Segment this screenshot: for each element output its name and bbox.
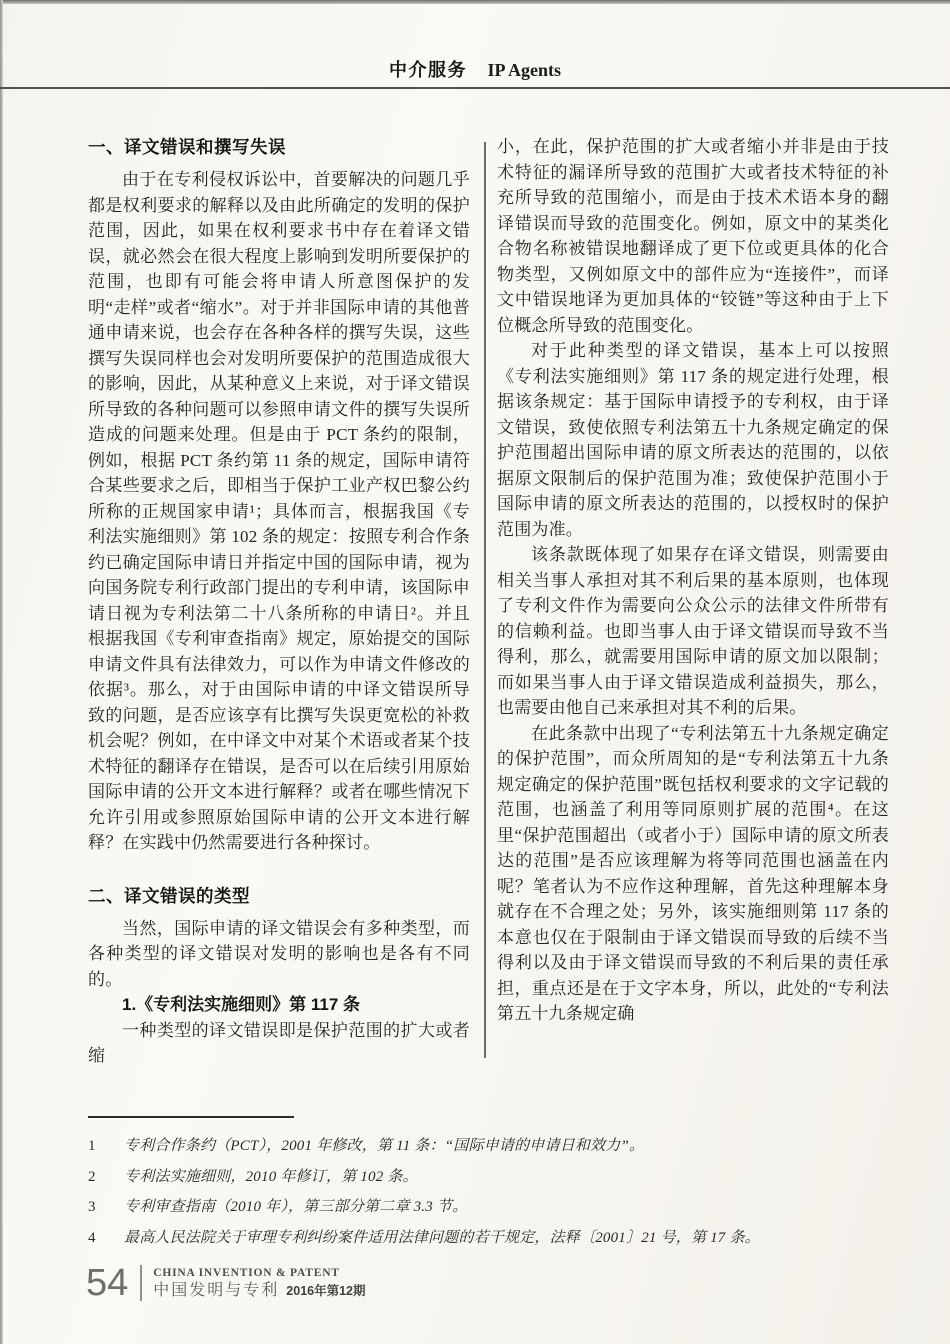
- right-column: [497, 134, 889, 1027]
- page-header: [0, 56, 950, 82]
- footnote-3: [88, 1192, 888, 1223]
- footnote-number: 3: [88, 1199, 96, 1215]
- scan-edge-left: [0, 0, 3, 1344]
- footnote-2: [88, 1162, 888, 1193]
- footnote-text: 专利审查指南（2010 年），第三部分第二章 3.3 节。: [124, 1199, 468, 1215]
- section-category-zh: 中介服务: [388, 60, 467, 80]
- footnote-block: [88, 1116, 888, 1253]
- footnote-number: 2: [88, 1168, 96, 1185]
- section-2-intro-paragraph: 当然，国际申请的译文错误会有多种类型，而各种类型的译文错误对发明的影响也是各有不同的。: [88, 918, 470, 989]
- footnote-1: [88, 1131, 888, 1162]
- subsection-1-paragraph: 一种类型的译文错误即是保护范围的扩大或者缩: [88, 1020, 470, 1065]
- footnote-number: 4: [88, 1229, 96, 1246]
- right-paragraph-2: 对于此种类型的译文错误，基本上可以按照《专利法实施细则》第 117 条的规定进行处理，根据该条规定：基于国际申请授予的专利权，由于译文错误，致使依照专利法第五十九条规定确定的保护范围超出国际申请的原文所表达的范围的，以依据原文限制后的保护范围为准；致使保护范围小于国际申请的原文所表达的范围的，以授权时的保护范围为准。: [497, 341, 889, 539]
- footnote-number: 1: [88, 1138, 96, 1154]
- page-number: 54: [86, 1262, 129, 1304]
- left-column: [88, 134, 470, 1069]
- footnote-divider: [88, 1116, 294, 1118]
- footnote-text: 专利法实施细则，2010 年修订，第 102 条。: [124, 1168, 418, 1185]
- header-rule: [0, 87, 950, 89]
- subsection-1-heading: 1.《专利法实施细则》第 117 条: [122, 995, 361, 1014]
- section-1-heading: 一、译文错误和撰写失误: [88, 137, 286, 157]
- right-paragraph-3: 该条款既体现了如果存在译文错误，则需要由相关当事人承担对其不利后果的基本原则，也体现了专利文件作为需要向公众公示的法律文件所带有的信赖利益。也即当事人由于译文错误而导致不当得利，那么，就需要用国际申请的原文加以限制；而如果当事人由于译文错误造成利益损失，那么，也需要由他自己来承担对其不利的后果。: [497, 545, 889, 717]
- right-paragraph-4: 在此条款中出现了“专利法第五十九条规定确定的保护范围”，而众所周知的是“专利法第五十九条规定确定的保护范围”既包括权利要求的文字记载的范围，也涵盖了利用等同原则扩展的范围⁴。在这里“保护范围超出（或者小于）国际申请的原文所表达的范围”是否应该理解为将等同范围也涵盖在内呢？笔者认为不应作这种理解，首先这种理解本身就存在不合理之处；另外，该实施细则第 117 条的本意也仅在于限制由于译文错误而导致的后续不当得利以及由于译文错误而导致的不利后果的责任承担，重点还是在于文字本身，所以，此处的“专利法第五十九条规定确: [497, 723, 889, 1023]
- footnote-text: 最高人民法院关于审理专利纠纷案件适用法律问题的若干规定，法释〔2001〕21 号，第 17 条。: [124, 1229, 760, 1246]
- journal-identity: [153, 1262, 365, 1304]
- footnote-text: 专利合作条约（PCT），2001 年修改，第 11 条：“国际申请的申请日和效力”。: [124, 1138, 645, 1154]
- section-category-en: IP Agents: [487, 60, 561, 80]
- journal-name-zh: 中国发明与专利: [153, 1281, 280, 1299]
- issue-label: 2016年第12期: [286, 1283, 366, 1298]
- right-paragraph-1: 小，在此，保护范围的扩大或者缩小并非是由于技术特征的漏译所导致的范围扩大或者技术特征的补充所导致的范围缩小，而是由于技术术语本身的翻译错误而导致的范围变化。例如，原文中的某类化合物名称被错误地翻译成了更下位或更具体的化合物类型，又例如原文中的部件应为“连接件”，而译文中错误地译为更加具体的“铰链”等这种由于上下位概念所导致的范围变化。: [497, 137, 889, 335]
- scan-edge-top: [0, 0, 950, 4]
- column-divider: [484, 142, 486, 1058]
- footer-divider: [140, 1265, 142, 1301]
- footnote-4: [88, 1223, 888, 1254]
- journal-name-en: CHINA INVENTION & PATENT: [153, 1266, 340, 1279]
- section-2-heading: 二、译文错误的类型: [88, 885, 250, 906]
- page-footer: [86, 1262, 366, 1304]
- section-1-paragraph: 由于在专利侵权诉讼中，首要解决的问题几乎都是权利要求的解释以及由此所确定的发明的保护范围，因此，如果在权利要求书中存在着译文错误，就必然会在很大程度上影响到发明所要保护的范围，也即有可能会将申请人所意图保护的发明“走样”或者“缩水”。对于并非国际申请的其他普通申请来说，也会存在各种各样的撰写失误，这些撰写失误同样也会对发明所要保护的范围造成很大的影响，因此，从某种意义上来说，对于译文错误所导致的各种问题可以参照申请文件的撰写失误所造成的问题来处理。但是由于 PCT 条约的限制，例如，根据 PCT 条约第 11 条的规定，国际申请符合某些要求之后，即相当于保护工业产权巴黎公约所称的正规国家申请¹；具体而言，根据我国《专利法实施细则》第 102 条的规定：按照专利合作条约已确定国际申请日并指定中国的国际申请，视为向国务院专利行政部门提出的专利申请，该国际申请日视为专利法第二十八条所称的申请日²。并且根据我国《专利审查指南》规定，原始提交的国际申请文件具有法律效力，可以作为申请文件修改的依据³。那么，对于由国际申请的中译文错误所导致的问题，是否应该享有比撰写失误更宽松的补救机会呢？例如，在中译文中对某个术语或者某个技术特征的翻译存在错误，是否可以在后续引用原始国际申请的公开文本进行解释？或者在哪些情况下允许引用或参照原始国际申请的公开文本进行解释？在实践中仍然需要进行各种探讨。: [88, 170, 470, 852]
